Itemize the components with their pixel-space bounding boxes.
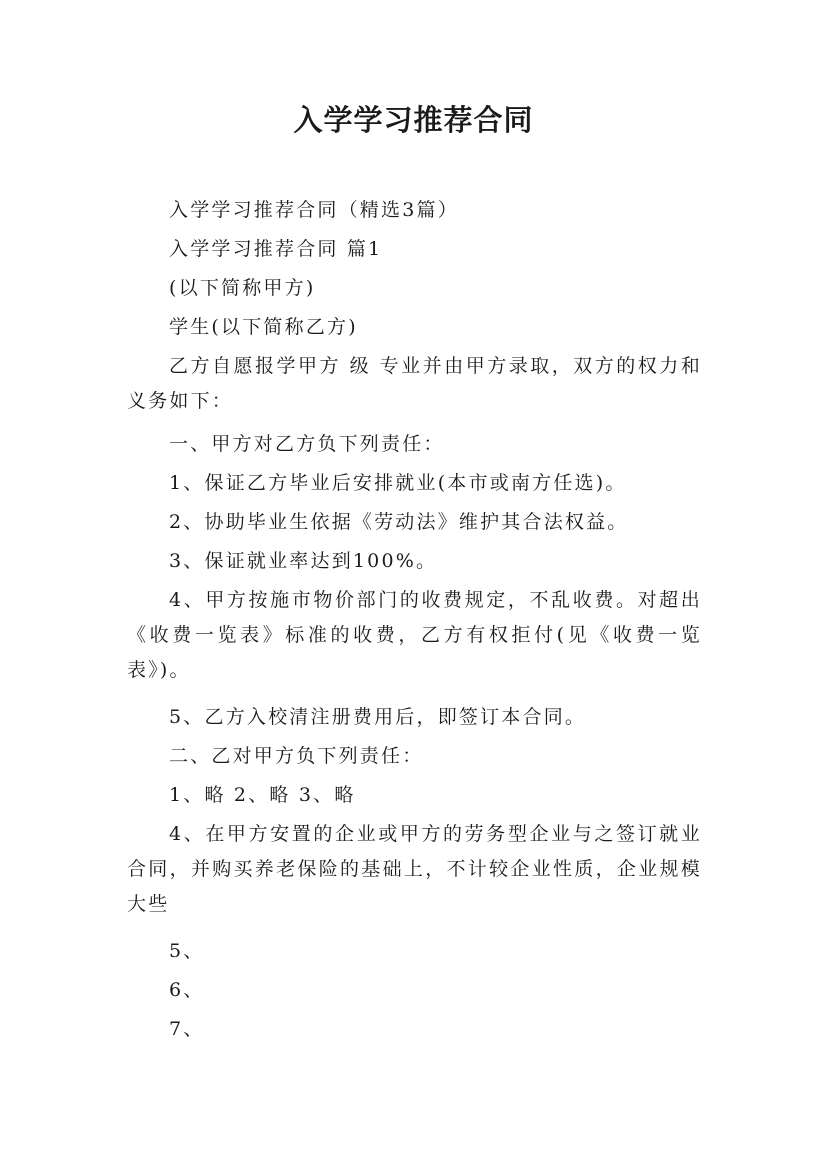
- paragraph: 3、保证就业率达到100%。: [169, 550, 438, 572]
- paragraph: 学生(以下简称乙方): [169, 316, 358, 338]
- paragraph: 一、甲方对乙方负下列责任：: [169, 433, 445, 455]
- document-body: [127, 193, 702, 1051]
- paragraph: 5、: [169, 940, 205, 962]
- paragraph: 入学学习推荐合同 篇1: [169, 238, 383, 260]
- paragraph: 2、协助毕业生依据《劳动法》维护其合法权益。: [169, 511, 629, 533]
- paragraph: 乙方自愿报学甲方 级 专业并由甲方录取，双方的权力和义务如下：: [127, 355, 702, 412]
- paragraph: 4、在甲方安置的企业或甲方的劳务型企业与之签订就业合同，并购买养老保险的基础上，不计较企业性质，企业规模大些: [127, 823, 702, 915]
- paragraph: 1、保证乙方毕业后安排就业(本市或南方任选)。: [169, 472, 627, 494]
- paragraph: 入学学习推荐合同（精选3篇）: [169, 199, 459, 221]
- paragraph: (以下简称甲方): [169, 277, 316, 299]
- paragraph: 6、: [169, 979, 205, 1001]
- paragraph: 二、乙对甲方负下列责任：: [169, 745, 424, 767]
- document-title: 入学学习推荐合同: [293, 103, 534, 137]
- paragraph: 4、甲方按施市物价部门的收费规定，不乱收费。对超出《收费一览表》标准的收费，乙方有权拒付(见《收费一览表》)。: [127, 589, 702, 681]
- paragraph: 5、乙方入校清注册费用后，即签订本合同。: [169, 706, 587, 728]
- paragraph: 7、: [169, 1018, 205, 1040]
- paragraph: 1、略 2、略 3、略: [169, 784, 356, 806]
